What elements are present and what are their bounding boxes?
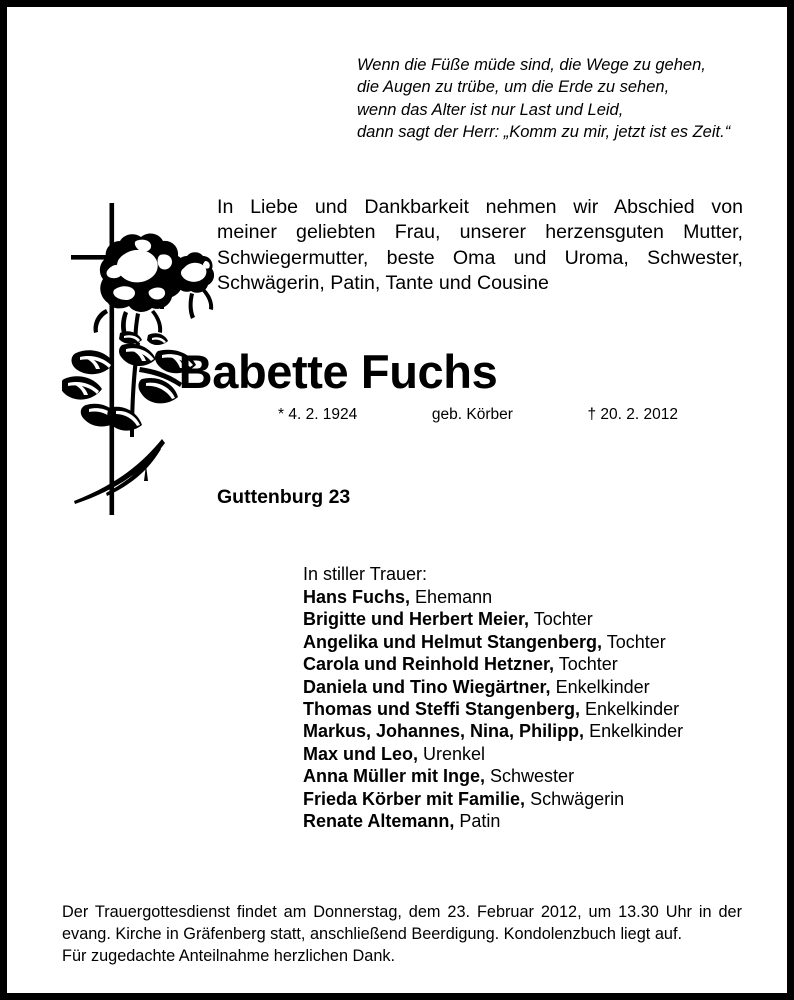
mourner-name: Max und Leo, (303, 743, 419, 764)
deceased-name: Babette Fuchs (178, 345, 498, 398)
dedication-line: Schwägerin, Patin, Tante und Cousine (217, 272, 549, 295)
mourner-name: Frieda Körber mit Familie, (303, 788, 526, 809)
mourner-name: Angelika und Helmut Stangenberg, (303, 631, 603, 652)
service-line: evang. Kirche in Gräfenberg statt, anschließend Beerdigung. Kondolenzbuch liegt auf. (62, 925, 682, 943)
mourner-name: Hans Fuchs, (303, 586, 411, 607)
mourner-entry (303, 698, 683, 720)
mourners-heading: In stiller Trauer: (303, 564, 428, 584)
mourner-entry (303, 631, 683, 653)
poem-line: dann sagt der Herr: „Komm zu mir, jetzt ist es Zeit.“ (357, 122, 731, 141)
mourner-relation: Patin (459, 810, 501, 831)
mourner-entry (303, 743, 683, 765)
mourner-entry (303, 765, 683, 787)
mourner-relation: Tochter (606, 631, 666, 652)
mourner-name: Anna Müller mit Inge, (303, 766, 486, 787)
mourner-relation: Schwester (490, 766, 575, 787)
mourner-name: Daniela und Tino Wiegärtner, (303, 676, 551, 697)
birth-date: * 4. 2. 1924 (278, 406, 358, 423)
mourner-name: Carola und Reinhold Hetzner, (303, 654, 555, 675)
mourner-entry (303, 810, 683, 832)
dedication-line: meiner geliebten Frau, unserer herzensguten Mutter, (217, 221, 743, 244)
mourners-block (303, 563, 683, 832)
service-line: Für zugedachte Anteilnahme herzlichen Dank. (62, 947, 396, 965)
mourner-entry (303, 608, 683, 630)
poem-line: die Augen zu trübe, um die Erde zu sehen, (357, 78, 670, 97)
mourner-name: Thomas und Steffi Stangenberg, (303, 698, 581, 719)
mourner-entry (303, 720, 683, 742)
mourner-relation: Enkelkinder (555, 676, 650, 697)
mourner-relation: Tochter (558, 654, 618, 675)
mourner-name: Brigitte und Herbert Meier, (303, 609, 530, 630)
mourner-entry (303, 653, 683, 675)
mourner-entry (303, 676, 683, 698)
poem-block (357, 54, 730, 143)
poem-line: Wenn die Füße müde sind, die Wege zu gehen, (357, 56, 706, 74)
address-line: Guttenburg 23 (217, 486, 351, 508)
maiden-name: geb. Körber (431, 406, 513, 423)
mourner-relation: Ehemann (415, 586, 493, 607)
service-details (62, 901, 742, 967)
poem-line: wenn das Alter ist nur Last und Leid, (357, 100, 624, 119)
mourner-relation: Urenkel (423, 743, 486, 764)
mourner-relation: Enkelkinder (585, 698, 680, 719)
mourner-name: Markus, Johannes, Nina, Philipp, (303, 721, 585, 742)
notice-page (7, 7, 787, 993)
dedication-line: In Liebe und Dankbarkeit nehmen wir Abschied von (217, 196, 743, 218)
mourner-entry (303, 586, 683, 608)
dedication-text (217, 195, 743, 297)
life-dates (278, 406, 678, 424)
dedication-line: Schwiegermutter, beste Oma und Uroma, Schwester, (217, 246, 743, 269)
mourner-relation: Tochter (533, 609, 593, 630)
service-line: Der Trauergottesdienst findet am Donnerstag, dem 23. Februar 2012, um 13.30 Uhr in der (62, 903, 742, 921)
mourner-relation: Schwägerin (530, 788, 625, 809)
death-date: † 20. 2. 2012 (587, 406, 678, 423)
mourner-name: Renate Altemann, (303, 810, 455, 831)
mourner-relation: Enkelkinder (589, 721, 684, 742)
mourner-entry (303, 788, 683, 810)
